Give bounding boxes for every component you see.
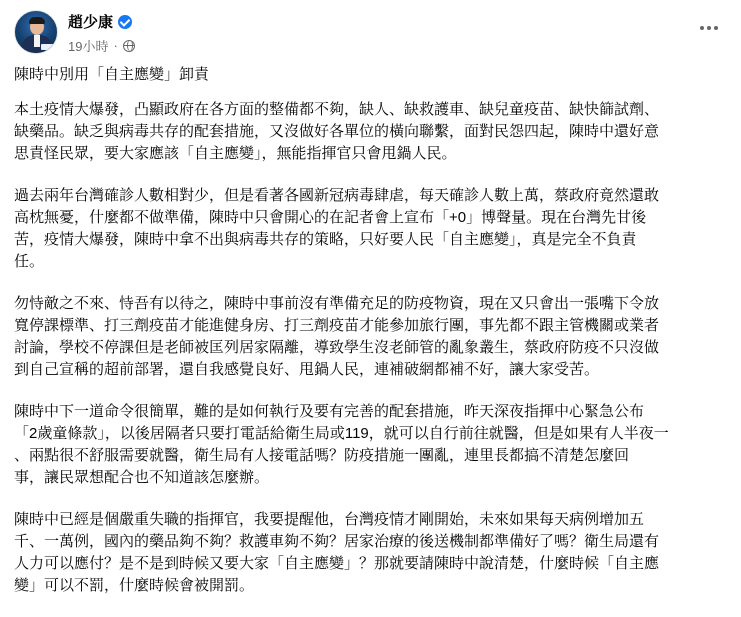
avatar-shirt (34, 35, 40, 47)
verified-badge-icon (118, 15, 132, 29)
post-meta (68, 36, 135, 55)
post-paragraph-1: 本土疫情大爆發，凸顯政府在各方面的整備都不夠，缺人、缺救護車、缺兒童疫苗、缺快篩試劑、 缺藥品。缺乏與病毒共存的配套措施，又沒做好各單位的橫向聯繫，面對民怨四起，陳時中還好意 思責怪民眾，要大家應該「自主應變」，無能指揮官只會甩鍋人民。 (14, 101, 660, 162)
post-header (10, 4, 731, 56)
more-dot-icon (700, 26, 704, 30)
more-options-button[interactable] (693, 16, 725, 40)
globe-icon[interactable] (123, 40, 135, 52)
more-dot-icon (707, 26, 711, 30)
author-row (68, 11, 132, 32)
post-paragraph-3: 勿恃敵之不來、恃吾有以待之，陳時中事前沒有準備充足的防疫物資，現在又只會出一張嘴下令放 寬停課標準、打三劑疫苗才能進健身房、打三劑疫苗才能參加旅行團，事先都不跟主管機關或業者 討論，學校不停課但是老師被匡列居家隔離，導致學生沒老師管的亂象叢生，蔡政府防疫不只沒做 到自己宣稱的超前部署，還自我感覺良好、甩鍋人民，連補破網都補不好，讓大家受苦。 (14, 295, 660, 378)
author-name[interactable]: 趙少康 (68, 14, 114, 31)
more-dot-icon (714, 26, 718, 30)
post-paragraph-2: 過去兩年台灣確診人數相對少，但是看著各國新冠病毒肆虐，每天確診人數上萬，蔡政府竟然還敢 高枕無憂，什麼都不做準備，陳時中只會開心的在記者會上宣布「+0」博聲量。現在台灣先甘後 苦，疫情大爆發，陳時中拿不出與病毒共存的策略，只好要人民「自主應變」，真是完全不負責 任。 (14, 187, 660, 270)
meta-separator: · (113, 38, 118, 53)
post-body (14, 64, 726, 617)
avatar[interactable] (14, 10, 58, 54)
post-timestamp[interactable]: 19小時 (68, 39, 109, 54)
avatar-badge (41, 44, 55, 50)
post-title: 陳時中別用「自主應變」卸責 (14, 66, 210, 83)
post-paragraph-4: 陳時中下一道命令很簡單，難的是如何執行及要有完善的配套措施，昨天深夜指揮中心緊急公布 「2歲童條款」，以後居隔者只要打電話給衛生局或119，就可以自行前往就醫，但是如果有人半夜一 、兩點很不舒服需要就醫，衛生局有人接電話嗎？防疫措施一團亂，連里長都搞不清楚怎麼回 事，讓民眾想配合也不知道該怎麼辦。 (14, 403, 669, 486)
avatar-hair (29, 17, 45, 24)
post-paragraph-5: 陳時中已經是個嚴重失職的指揮官，我要提醒他，台灣疫情才剛開始，未來如果每天病例增加五 千、一萬例，國內的藥品夠不夠？救護車夠不夠？居家治療的後送機制都準備好了嗎？衛生局還有 人力可以應付？是不是到時候又要大家「自主應變」？那就要請陳時中說清楚，什麼時候「自主應 變」可以不罰，什麼時候會被開罰。 (14, 511, 660, 594)
